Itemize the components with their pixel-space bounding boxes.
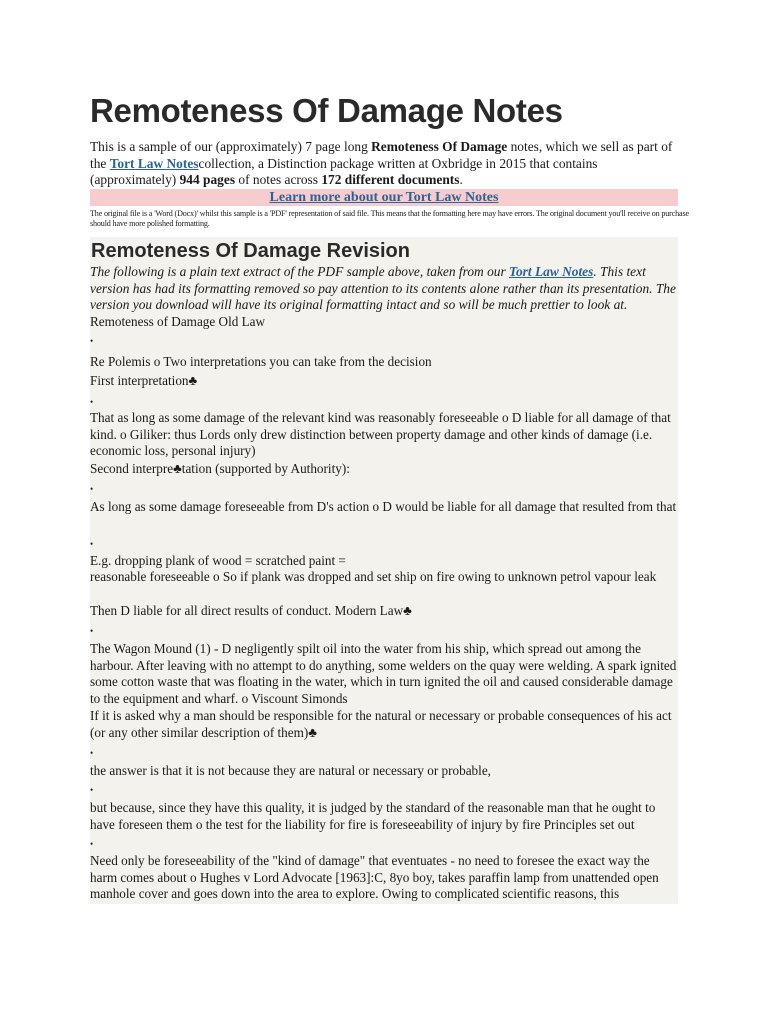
tort-law-notes-link[interactable]: Tort Law Notes [109, 155, 199, 171]
intro-text-5: . [459, 172, 463, 187]
page-title: Remoteness Of Damage Notes [90, 92, 563, 129]
bullet: • [90, 785, 94, 795]
learn-more-banner [90, 189, 678, 206]
text-line: Then D liable for all direct results of conduct. Modern Law♣ [90, 603, 412, 618]
intro-bold-pages: 944 pages [179, 172, 236, 187]
intro-text-2: notes, which we sell as part of the [90, 139, 673, 171]
bullet: • [90, 484, 94, 494]
text-line: Second interpre♣tation (supported by Authority): [90, 461, 350, 476]
text-line: First interpretation♣ [90, 373, 198, 388]
intro-text-4: of notes across [235, 172, 322, 187]
text-paragraph: That as long as some damage of the relevant kind was reasonably foreseeable o D liable for all damage of that kind. o Giliker: thus Lords only drew distinction between property damage and other kinds of damage (i.e. economic loss, personal injury) [90, 410, 671, 458]
intro-bold-documents: 172 different documents [321, 172, 460, 187]
intro-text-3: collection, a Distinction package written at Oxbridge in 2015 that contains (approximately) [90, 155, 598, 187]
revision-section [90, 237, 678, 904]
text-paragraph: reasonable foreseeable o So if plank was dropped and set ship on fire owing to unknown petrol vapour leak [90, 569, 657, 584]
bullet: • [90, 336, 94, 346]
text-line: Remoteness of Damage Old Law [90, 314, 266, 329]
learn-more-link[interactable]: Learn more about our Tort Law Notes [269, 190, 499, 205]
revision-intro-text-1: The following is a plain text extract of the PDF sample above, taken from our [90, 264, 510, 279]
revision-intro-text-2: . This text version has had its formatting removed so pay attention to its contents alone rather than its presentation. The version you download will have its original formatting intact and so will be much prettier to look at. [90, 264, 676, 312]
intro-paragraph [90, 139, 680, 189]
text-paragraph: As long as some damage foreseeable from D's action o D would be liable for all damage that resulted from that [90, 499, 677, 514]
bullet: • [90, 539, 94, 549]
intro-text-1: This is a sample of our (approximately) 7 page long [90, 139, 372, 154]
text-line: the answer is that it is not because they are natural or necessary or probable, [90, 763, 491, 778]
revision-tort-law-notes-link[interactable]: Tort Law Notes [509, 264, 594, 279]
bullet: • [90, 839, 94, 849]
text-line: E.g. dropping plank of wood = scratched paint = [90, 553, 346, 568]
text-line: Re Polemis o Two interpretations you can take from the decision [90, 354, 432, 369]
bullet: • [90, 397, 94, 407]
intro-bold-topic: Remoteness Of Damage [371, 139, 508, 154]
text-paragraph: The Wagon Mound (1) - D negligently spilt oil into the water from his ship, which spread out among the harbour. After leaving with no attempt to do anything, some welders on the quay were welding. A spark ignited some cotton waste that was floating in the water, which in turn ignited the oil and caused considerable damage to the equipment and wharf. o Viscount Simonds [90, 641, 677, 706]
bullet: • [90, 748, 94, 758]
text-paragraph: Need only be foreseeability of the "kind of damage" that eventuates - no need to foresee the exact way the harm comes about o Hughes v Lord Advocate [1963]:C, 8yo boy, takes paraffin lamp from unattended open manhole cover and goes down into the area to explore. Owing to complicated scientific reasons, this [90, 853, 659, 901]
text-paragraph: If it is asked why a man should be responsible for the natural or necessary or probable consequences of his act (or any other similar description of them)♣ [90, 708, 672, 740]
revision-intro [90, 264, 678, 314]
format-disclaimer: The original file is a 'Word (Docx)' whilst this sample is a 'PDF' representation of said file. This means that the formatting here may have errors. The original document you'll receive on purchase should have more polished formatting. [90, 209, 689, 228]
bullet: • [90, 626, 94, 636]
revision-title: Remoteness Of Damage Revision [91, 240, 410, 262]
text-paragraph: but because, since they have this quality, it is judged by the standard of the reasonable man that he ought to have foreseen them o the test for the liability for fire is foreseeability of injury by fire Principles set out [90, 800, 656, 832]
